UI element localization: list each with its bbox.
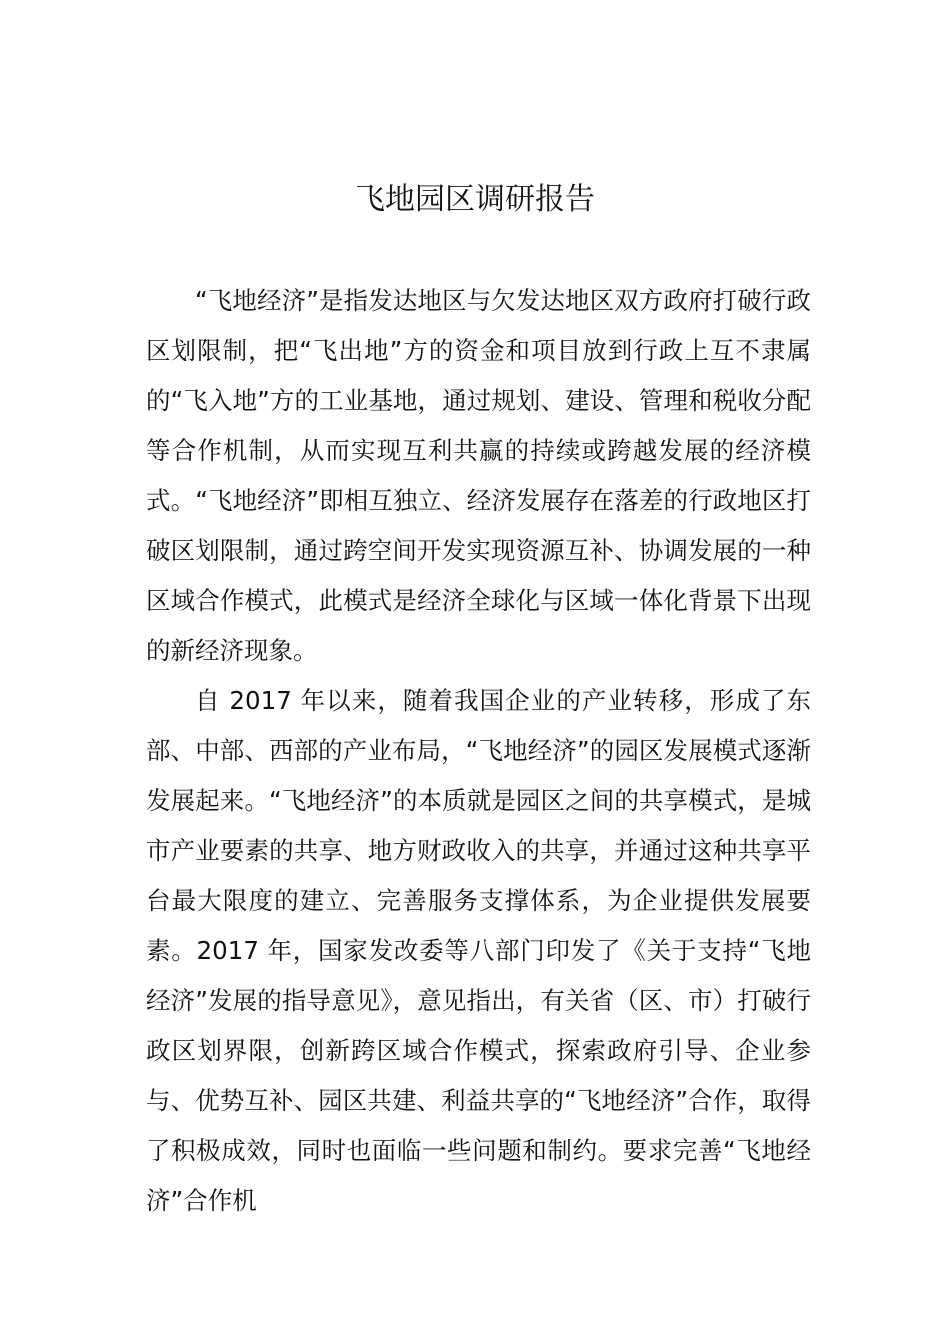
paragraph-2: 自 2017 年以来，随着我国企业的产业转移，形成了东部、中部、西部的产业布局，“飞地经济”的园区发展模式逐渐发展起来。“飞地经济”的本质就是园区之间的共享模式，是城市产业要素的共享、地方财政收入的共享，并通过这种共享平台最大限度的建立、完善服务支撑体系，为企业提供发展要素。2017 年，国家发改委等八部门印发了《关于支持“飞地经济”发展的指导意见》，意见指出，有关省（区、市）打破行政区划界限，创新跨区域合作模式，探索政府引导、企业参与、优势互补、园区共建、利益共享的“飞地经济”合作，取得了积极成效，同时也面临一些问题和制约。要求完善“飞地经济”合作机	[146, 686, 811, 1215]
document-title: 飞地园区调研报告	[355, 182, 595, 217]
paragraph-1: “飞地经济”是指发达地区与欠发达地区双方政府打破行政区划限制，把“飞出地”方的资金和项目放到行政上互不隶属的“飞入地”方的工业基地，通过规划、建设、管理和税收分配等合作机制，从而实现互利共赢的持续或跨越发展的经济模式。“飞地经济”即相互独立、经济发展存在落差的行政地区打破区划限制，通过跨空间开发实现资源互补、协调发展的一种区域合作模式，此模式是经济全球化与区域一体化背景下出现的新经济现象。	[146, 286, 811, 665]
document-body	[146, 276, 811, 1226]
